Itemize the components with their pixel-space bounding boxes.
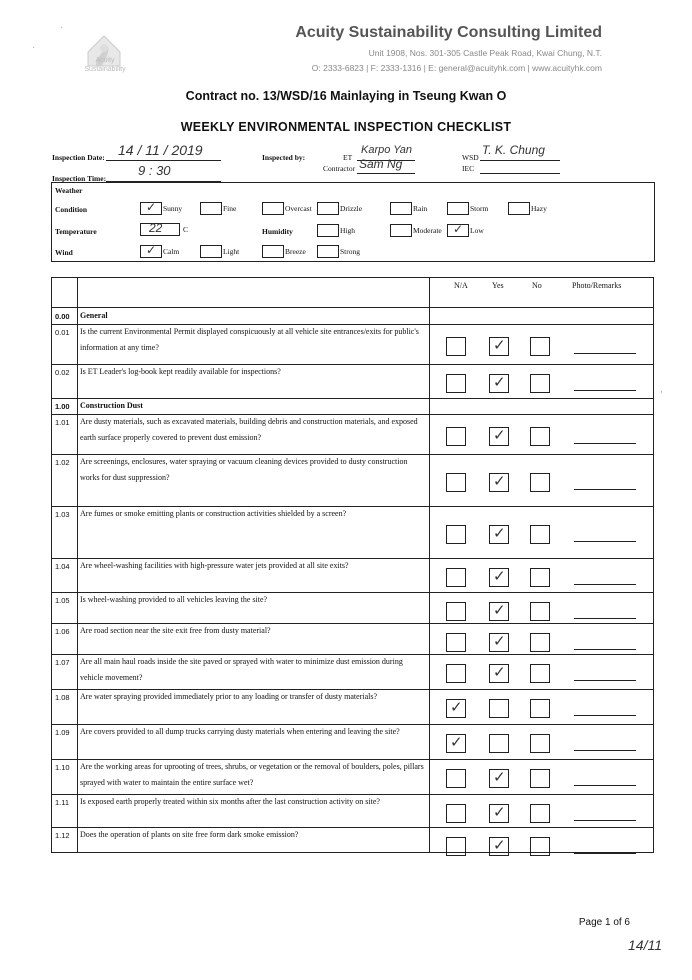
item-number: 1.02 [55,458,70,467]
answer-no-checkbox[interactable] [530,337,550,356]
wsd-field[interactable] [480,143,560,161]
item-number: 1.01 [55,418,70,427]
wsd-label: WSD [462,153,479,162]
handwritten-initials: 14/11 [628,937,662,953]
question-text: Is the current Environmental Permit displayed conspicuously at all vehicle site entrances/exits for public's information at any time? [80,327,419,352]
checkmark: ✓ [146,200,157,214]
humidity-checkbox-high[interactable] [317,224,339,237]
answer-no-checkbox[interactable] [530,837,550,856]
checkmark: ✓ [453,222,464,236]
checkmark: ✓ [450,698,463,716]
logo-caption: Acuity Sustainability [84,57,126,73]
col-header-no: No [532,281,542,290]
answer-yes-checkbox[interactable] [489,734,509,753]
answer-na-checkbox[interactable] [446,734,466,753]
checkmark: ✓ [146,243,157,257]
answer-na-checkbox[interactable] [446,633,466,652]
weather-heading: Weather [55,186,83,195]
question-text: Is exposed earth properly treated within six months after the last construction activity on site? [80,797,380,806]
answer-no-checkbox[interactable] [530,734,550,753]
checkmark: ✓ [493,567,506,585]
remarks-line[interactable] [574,649,636,650]
item-number: 1.00 [55,402,70,411]
remarks-line[interactable] [574,680,636,681]
answer-yes-checkbox[interactable] [489,837,509,856]
col-header-na: N/A [454,281,468,290]
answer-yes-checkbox[interactable] [489,374,509,393]
section-heading: Construction Dust [80,401,143,410]
item-number: 1.04 [55,562,70,571]
weather-box [51,182,655,262]
item-number: 1.05 [55,596,70,605]
answer-na-checkbox[interactable] [446,837,466,856]
condition-label: Condition [55,205,88,214]
col-header-remarks: Photo/Remarks [572,281,622,290]
condition-checkbox-fine[interactable] [200,202,222,215]
answer-no-checkbox[interactable] [530,664,550,683]
question-text: Is ET Leader's log-book kept readily available for inspections? [80,367,281,376]
checkmark: ✓ [493,425,506,444]
company-contact: O: 2333-6823 | F: 2333-1316 | E: general@acuityhk.com | www.acuityhk.com [311,63,602,73]
answer-na-checkbox[interactable] [446,664,466,683]
answer-na-checkbox[interactable] [446,804,466,823]
item-number: 0.01 [55,328,70,337]
condition-option-label: Overcast [285,204,312,213]
iec-label: IEC [462,164,475,173]
inspection-time-field[interactable] [106,163,221,182]
answer-yes-checkbox[interactable] [489,602,509,621]
question-text: Are road section near the site exit free from dusty material? [80,626,271,635]
question-text: Are wheel-washing facilities with high-pressure water jets provided at all site exits? [80,561,349,570]
wind-checkbox-calm[interactable] [140,245,162,258]
condition-checkbox-drizzle[interactable] [317,202,339,215]
answer-na-checkbox[interactable] [446,602,466,621]
question-text: Are water spraying provided immediately prior to any loading or transfer of dusty materials? [80,692,378,701]
answer-yes-checkbox[interactable] [489,699,509,718]
checkmark: ✓ [493,471,506,490]
checkmark: ✓ [493,523,506,542]
answer-na-checkbox[interactable] [446,769,466,788]
humidity-label: Humidity [262,227,293,236]
item-number: 1.06 [55,627,70,636]
wind-checkbox-light[interactable] [200,245,222,258]
question-text: Are fumes or smoke emitting plants or construction activities shielded by a screen? [80,509,347,518]
inspection-date-label: Inspection Date: [52,153,105,162]
answer-no-checkbox[interactable] [530,568,550,587]
answer-no-checkbox[interactable] [530,633,550,652]
answer-na-checkbox[interactable] [446,374,466,393]
col-header-yes: Yes [492,281,504,290]
company-address: Unit 1908, Nos. 301-305 Castle Peak Road, Kwai Chung, N.T. [368,48,602,58]
condition-checkbox-sunny[interactable] [140,202,162,215]
margin-mark: · [60,22,64,33]
answer-no-checkbox[interactable] [530,699,550,718]
humidity-checkbox-low[interactable] [447,224,469,237]
condition-checkbox-rain[interactable] [390,202,412,215]
item-number: 1.07 [55,658,70,667]
question-text: Are the working areas for uprooting of trees, shrubs, or vegetation or the removal of boulders, poles, pillars sprayed with water to maintain the entire surface wet? [80,762,424,787]
remarks-line[interactable] [574,584,636,585]
condition-option-label: Hazy [531,204,547,213]
contractor-field[interactable] [357,157,415,174]
checkmark: ✓ [493,663,506,681]
answer-no-checkbox[interactable] [530,374,550,393]
answer-no-checkbox[interactable] [530,602,550,621]
question-text: Does the operation of plants on site free form dark smoke emission? [80,830,299,839]
answer-no-checkbox[interactable] [530,427,550,446]
humidity-option-label: High [340,226,355,235]
wind-option-label: Light [223,247,240,256]
wsd-value: T. K. Chung [482,143,545,157]
contractor-value: Sam Ng [359,157,403,171]
wind-option-label: Breeze [285,247,306,256]
answer-na-checkbox[interactable] [446,427,466,446]
question-text: Are covers provided to all dump trucks carrying dusty materials when entering and leaving the site? [80,727,400,736]
item-number: 1.03 [55,510,70,519]
remarks-line[interactable] [574,353,636,354]
item-number: 1.10 [55,763,70,772]
answer-na-checkbox[interactable] [446,337,466,356]
checkmark: ✓ [493,768,506,786]
item-number: 1.12 [55,831,70,840]
checkmark: ✓ [450,733,463,751]
remarks-line[interactable] [574,715,636,716]
condition-option-label: Fine [223,204,237,213]
remarks-line[interactable] [574,541,636,542]
inspection-date-field[interactable] [106,142,221,161]
wind-label: Wind [55,248,73,257]
temperature-field[interactable] [140,223,180,236]
condition-option-label: Sunny [163,204,183,213]
page-number: Page 1 of 6 [578,917,630,928]
remarks-line[interactable] [574,785,636,786]
answer-na-checkbox[interactable] [446,699,466,718]
checkmark: ✓ [493,803,506,821]
remarks-line[interactable] [574,390,636,391]
question-text: Is wheel-washing provided to all vehicles leaving the site? [80,595,268,604]
item-number: 1.11 [55,798,70,807]
answer-yes-checkbox[interactable] [489,337,509,356]
remarks-line[interactable] [574,618,636,619]
condition-option-label: Rain [413,204,428,213]
inspected-by-label: Inspected by: [262,153,306,162]
section-heading: General [80,311,108,320]
remarks-line[interactable] [574,853,636,854]
remarks-line[interactable] [574,443,636,444]
answer-no-checkbox[interactable] [530,769,550,788]
item-number: 0.02 [55,368,70,377]
condition-checkbox-hazy[interactable] [508,202,530,215]
temperature-unit: C [183,225,189,234]
question-text: Are dusty materials, such as excavated materials, building debris and construction materials, and exposed earth surface properly covered to prevent dust emission? [80,417,418,442]
remarks-line[interactable] [574,489,636,490]
inspection-date-value: 14 / 11 / 2019 [118,142,203,158]
humidity-option-label: Low [470,226,484,235]
et-value: Karpo Yan [361,144,412,156]
contractor-label: Contractor [323,164,356,173]
condition-checkbox-storm[interactable] [447,202,469,215]
answer-yes-checkbox[interactable] [489,427,509,446]
condition-option-label: Drizzle [340,204,363,213]
question-text: Are all main haul roads inside the site paved or sprayed with water to minimize dust emission during vehicle movement? [80,657,403,682]
condition-checkbox-overcast[interactable] [262,202,284,215]
answer-yes-checkbox[interactable] [489,473,509,492]
question-text: Are screenings, enclosures, water spraying or vacuum cleaning devices provided to dusty construction works for dust suppression? [80,457,408,482]
answer-yes-checkbox[interactable] [489,664,509,683]
checkmark: ✓ [493,373,506,391]
humidity-option-label: Moderate [413,226,442,235]
checklist-table [51,277,654,853]
answer-yes-checkbox[interactable] [489,769,509,788]
checkmark: ✓ [493,836,506,854]
answer-no-checkbox[interactable] [530,804,550,823]
checkmark: ✓ [493,601,506,619]
answer-na-checkbox[interactable] [446,568,466,587]
checkmark: ✓ [493,632,506,650]
condition-option-label: Storm [470,204,489,213]
item-number: 1.08 [55,693,70,702]
answer-yes-checkbox[interactable] [489,568,509,587]
remarks-line[interactable] [574,820,636,821]
temperature-label: Temperature [55,227,97,236]
answer-yes-checkbox[interactable] [489,804,509,823]
answer-na-checkbox[interactable] [446,525,466,544]
answer-no-checkbox[interactable] [530,525,550,544]
answer-no-checkbox[interactable] [530,473,550,492]
humidity-checkbox-moderate[interactable] [390,224,412,237]
company-name: Acuity Sustainability Consulting Limited [295,24,602,41]
remarks-line[interactable] [574,750,636,751]
item-number: 0.00 [55,312,70,321]
inspection-time-label: Inspection Time: [52,174,107,183]
answer-na-checkbox[interactable] [446,473,466,492]
checkmark: ✓ [493,335,506,354]
et-label: ET [343,153,353,162]
item-number: 1.09 [55,728,70,737]
margin-mark: , [660,384,663,395]
wind-option-label: Strong [340,247,361,256]
page-title: WEEKLY ENVIRONMENTAL INSPECTION CHECKLIST [180,120,512,134]
iec-field[interactable] [480,160,560,174]
temperature-value: 22 [149,221,163,235]
contract-number: Contract no. 13/WSD/16 Mainlaying in Tseung Kwan O [185,89,507,103]
wind-option-label: Calm [163,247,180,256]
wind-checkbox-breeze[interactable] [262,245,284,258]
inspection-time-value: 9 : 30 [138,163,171,178]
margin-mark: · [32,42,36,53]
answer-yes-checkbox[interactable] [489,525,509,544]
answer-yes-checkbox[interactable] [489,633,509,652]
wind-checkbox-strong[interactable] [317,245,339,258]
